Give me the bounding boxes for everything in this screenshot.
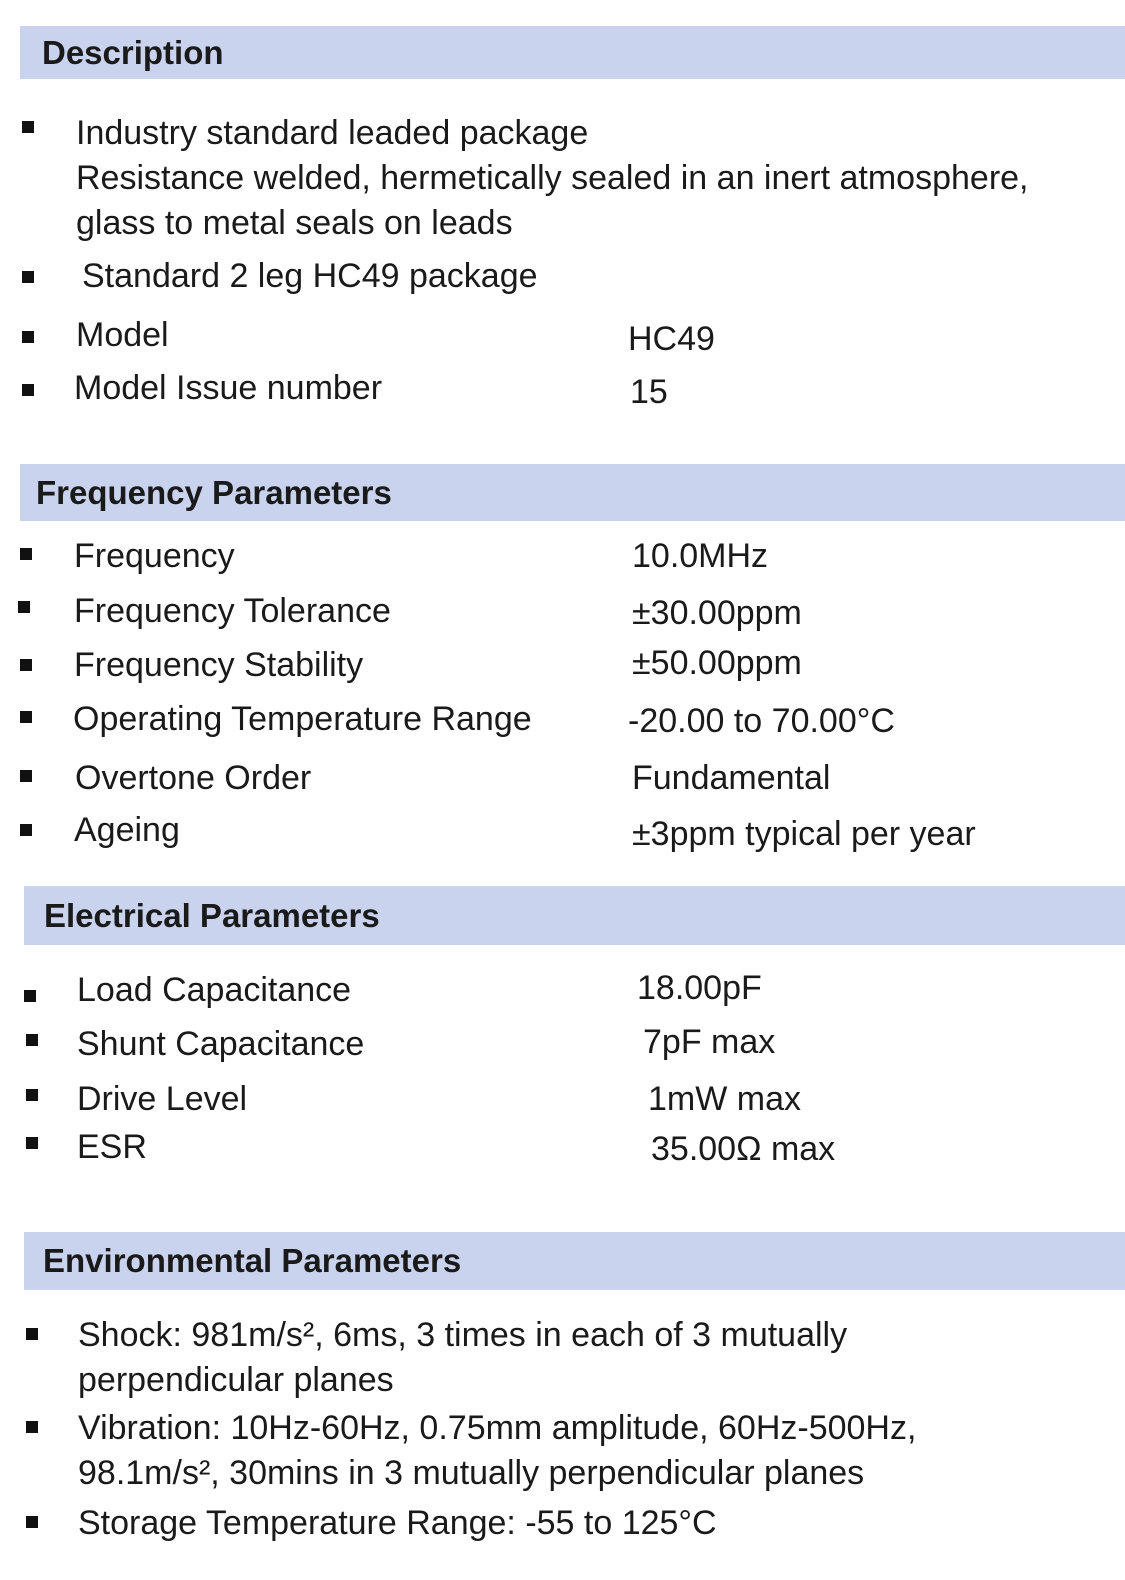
param-value: 7pF max — [643, 1023, 776, 1061]
param-value: 18.00pF — [637, 969, 762, 1007]
environmental-item-shock — [78, 1313, 847, 1403]
param-label: Drive Level — [77, 1080, 248, 1118]
param-value: 35.00Ω max — [651, 1130, 836, 1168]
description-item-1-line-1: Industry standard leaded package — [76, 114, 589, 152]
bullet-icon — [26, 1516, 38, 1528]
param-label: Frequency Stability — [74, 646, 364, 684]
param-row-frequency — [0, 534, 1125, 584]
bullet-icon — [22, 121, 34, 133]
param-value: 15 — [630, 373, 668, 411]
bullet-icon — [26, 1089, 38, 1101]
environmental-item-vibration — [78, 1406, 916, 1496]
param-value: 1mW max — [648, 1080, 801, 1118]
description-title: Description — [42, 33, 224, 71]
electrical-title: Electrical Parameters — [44, 896, 380, 934]
param-label: Overtone Order — [75, 759, 312, 797]
param-row-esr — [0, 1125, 1125, 1175]
param-value: 10.0MHz — [632, 537, 769, 575]
description-item-2 — [82, 254, 538, 299]
param-value: -20.00 to 70.00°C — [628, 702, 895, 740]
environmental-header — [24, 1232, 1125, 1290]
description-item-1-line-2: Resistance welded, hermetically sealed in an inert atmosphere, — [76, 159, 1029, 197]
bullet-icon — [20, 659, 32, 671]
param-row-model — [0, 313, 1125, 363]
bullet-icon — [20, 548, 32, 560]
bullet-icon — [24, 990, 36, 1002]
param-value: ±3ppm typical per year — [632, 815, 976, 853]
param-row-frequency-stability — [0, 643, 1125, 693]
environmental-item-shock-line-1: Shock: 981m/s², 6ms, 3 times in each of 3 mutually — [78, 1316, 848, 1354]
param-row-operating-temperature — [0, 697, 1125, 747]
param-label: Frequency Tolerance — [74, 592, 391, 630]
param-row-overtone-order — [0, 756, 1125, 806]
param-label: Model — [76, 316, 169, 354]
param-value: ±50.00ppm — [632, 644, 802, 682]
param-row-drive-level — [0, 1077, 1125, 1127]
bullet-icon — [18, 601, 30, 613]
environmental-item-storage — [78, 1501, 717, 1546]
environmental-item-vibration-line-2: 98.1m/s², 30mins in 3 mutually perpendicular planes — [78, 1454, 865, 1492]
bullet-icon — [22, 331, 34, 343]
bullet-icon — [26, 1034, 38, 1046]
param-label: Ageing — [74, 811, 180, 849]
param-label: ESR — [77, 1128, 147, 1166]
param-label: Shunt Capacitance — [77, 1025, 365, 1063]
description-item-2-line-1: Standard 2 leg HC49 package — [82, 257, 538, 295]
bullet-icon — [26, 1421, 38, 1433]
electrical-header — [24, 886, 1125, 945]
bullet-icon — [20, 711, 32, 723]
param-row-load-capacitance — [0, 968, 1125, 1018]
bullet-icon — [20, 770, 32, 782]
param-label: Frequency — [74, 537, 235, 575]
param-row-shunt-capacitance — [0, 1022, 1125, 1072]
bullet-icon — [26, 1328, 38, 1340]
param-label: Model Issue number — [74, 369, 383, 407]
param-row-frequency-tolerance — [0, 589, 1125, 639]
description-header — [20, 26, 1125, 79]
bullet-icon — [20, 824, 32, 836]
param-label: Load Capacitance — [77, 971, 352, 1009]
param-value: HC49 — [628, 320, 715, 358]
bullet-icon — [22, 271, 34, 283]
environmental-item-storage-line-1: Storage Temperature Range: -55 to 125°C — [78, 1504, 717, 1542]
param-row-ageing — [0, 808, 1125, 858]
bullet-icon — [26, 1137, 38, 1149]
environmental-item-vibration-line-1: Vibration: 10Hz-60Hz, 0.75mm amplitude, 60Hz-500Hz, — [78, 1409, 917, 1447]
description-item-1 — [76, 111, 1029, 246]
param-row-model-issue — [0, 366, 1125, 416]
param-value: ±30.00ppm — [632, 594, 802, 632]
environmental-title: Environmental Parameters — [43, 1242, 462, 1279]
param-value: Fundamental — [632, 759, 831, 797]
frequency-header — [20, 464, 1125, 521]
param-label: Operating Temperature Range — [73, 700, 532, 738]
description-item-1-line-3: glass to metal seals on leads — [76, 204, 513, 242]
frequency-title: Frequency Parameters — [36, 473, 392, 511]
bullet-icon — [22, 384, 34, 396]
environmental-item-shock-line-2: perpendicular planes — [78, 1361, 394, 1399]
